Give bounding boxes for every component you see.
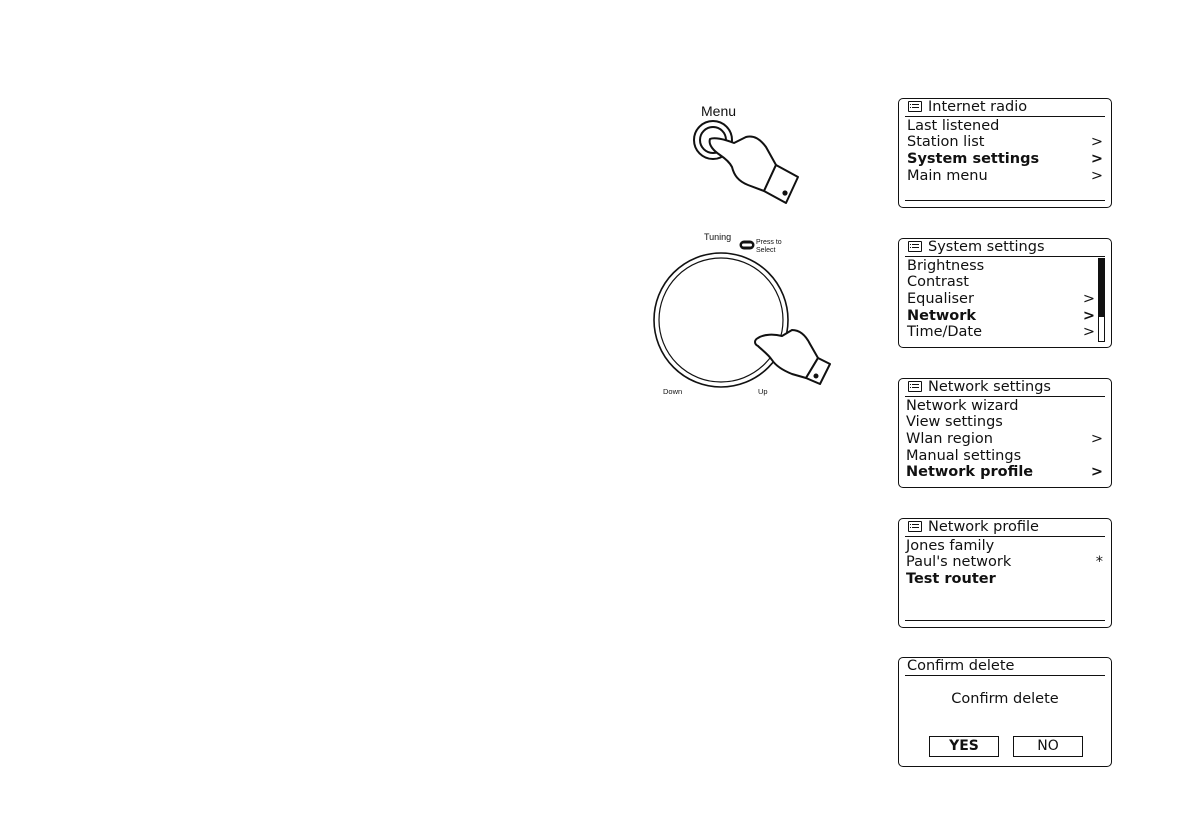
pointing-hand-icon [710,136,798,203]
down-label: Down [663,387,683,396]
menu-item-label: Wlan region [906,430,993,447]
menu-item-arrow: > [1082,290,1095,307]
screen-title-bar [905,239,1105,257]
menu-item-main-menu[interactable] [907,168,1103,185]
menu-list-icon [908,101,922,112]
menu-item-network-profile[interactable] [906,464,1103,481]
menu-item-time-date[interactable] [907,324,1095,341]
up-label: Up [758,387,768,396]
menu-item-network-wizard[interactable] [906,398,1103,415]
menu-item-label: View settings [906,414,1003,431]
screen-network-profile [898,518,1112,628]
screen-title-bar [905,519,1105,537]
menu-list-icon [908,241,922,252]
menu-item-label: Brightness [907,257,985,274]
scrollbar[interactable] [1098,258,1105,342]
menu-label: Menu [701,103,737,119]
menu-item-system-settings[interactable] [907,151,1103,168]
menu-item-arrow: > [1082,307,1095,324]
menu-item-label: Station list [907,134,985,151]
menu-item-manual-settings[interactable] [906,448,1103,465]
menu-item-label: Equaliser [907,290,974,307]
menu-item-arrow: > [1090,430,1103,447]
screen-title-bar [905,379,1105,397]
menu-item-station-list[interactable] [907,134,1103,151]
active-profile-asterisk: * [1095,554,1103,571]
screen-network-settings [898,378,1112,488]
screen-title-bar [905,99,1105,117]
menu-item-label: Time/Date [907,324,983,341]
menu-item-label: Network wizard [906,397,1019,414]
screen-title: Confirm delete [907,658,1015,674]
screen-internet-radio [898,98,1112,208]
screen-divider [905,200,1105,201]
menu-item-label: Last listened [907,117,1000,134]
select-button-icon [739,240,755,250]
menu-item-network[interactable] [907,308,1095,325]
screen-title: System settings [928,239,1045,255]
menu-button[interactable] [690,115,810,210]
menu-item-arrow: > [1090,134,1103,151]
menu-item-wlan-region[interactable] [906,431,1103,448]
screen-title: Network profile [928,519,1039,535]
menu-item-arrow: > [1090,150,1103,167]
yes-button[interactable]: YES [929,736,999,757]
screen-confirm-delete [898,657,1112,767]
profile-item-label: Paul's network [906,554,1012,571]
menu-item-brightness[interactable] [907,258,1095,275]
profile-item-pauls-network[interactable] [906,554,1103,571]
confirm-message: Confirm delete [951,691,1059,707]
menu-item-arrow: > [1082,324,1095,341]
menu-item-label: System settings [907,150,1040,167]
screen-system-settings [898,238,1112,348]
screen-title: Internet radio [928,99,1028,115]
menu-item-label: Contrast [907,274,969,291]
profile-item-test-router[interactable] [906,571,1103,588]
menu-item-equaliser[interactable] [907,291,1095,308]
tuning-knob[interactable] [650,250,840,390]
menu-item-view-settings[interactable] [906,414,1103,431]
menu-item-label: Manual settings [906,447,1022,464]
menu-item-arrow: > [1090,464,1103,481]
screen-title-bar [905,658,1105,676]
tuning-label: Tuning [704,232,732,242]
menu-item-contrast[interactable] [907,274,1095,291]
press-to-select-label: Press to Select [756,239,782,254]
profile-item-label: Test router [906,570,996,587]
profile-item-jones-family[interactable] [906,538,1103,555]
menu-item-label: Network [907,307,977,324]
menu-list-icon [908,381,922,392]
menu-item-label: Network profile [906,464,1034,481]
screen-divider [905,620,1105,621]
menu-item-last-listened[interactable] [907,118,1103,135]
profile-item-label: Jones family [906,537,995,554]
menu-list-icon [908,521,922,532]
no-button[interactable]: NO [1013,736,1083,757]
menu-item-label: Main menu [907,167,988,184]
scrollbar-thumb[interactable] [1099,259,1104,317]
menu-item-arrow: > [1090,167,1103,184]
screen-title: Network settings [928,379,1051,395]
